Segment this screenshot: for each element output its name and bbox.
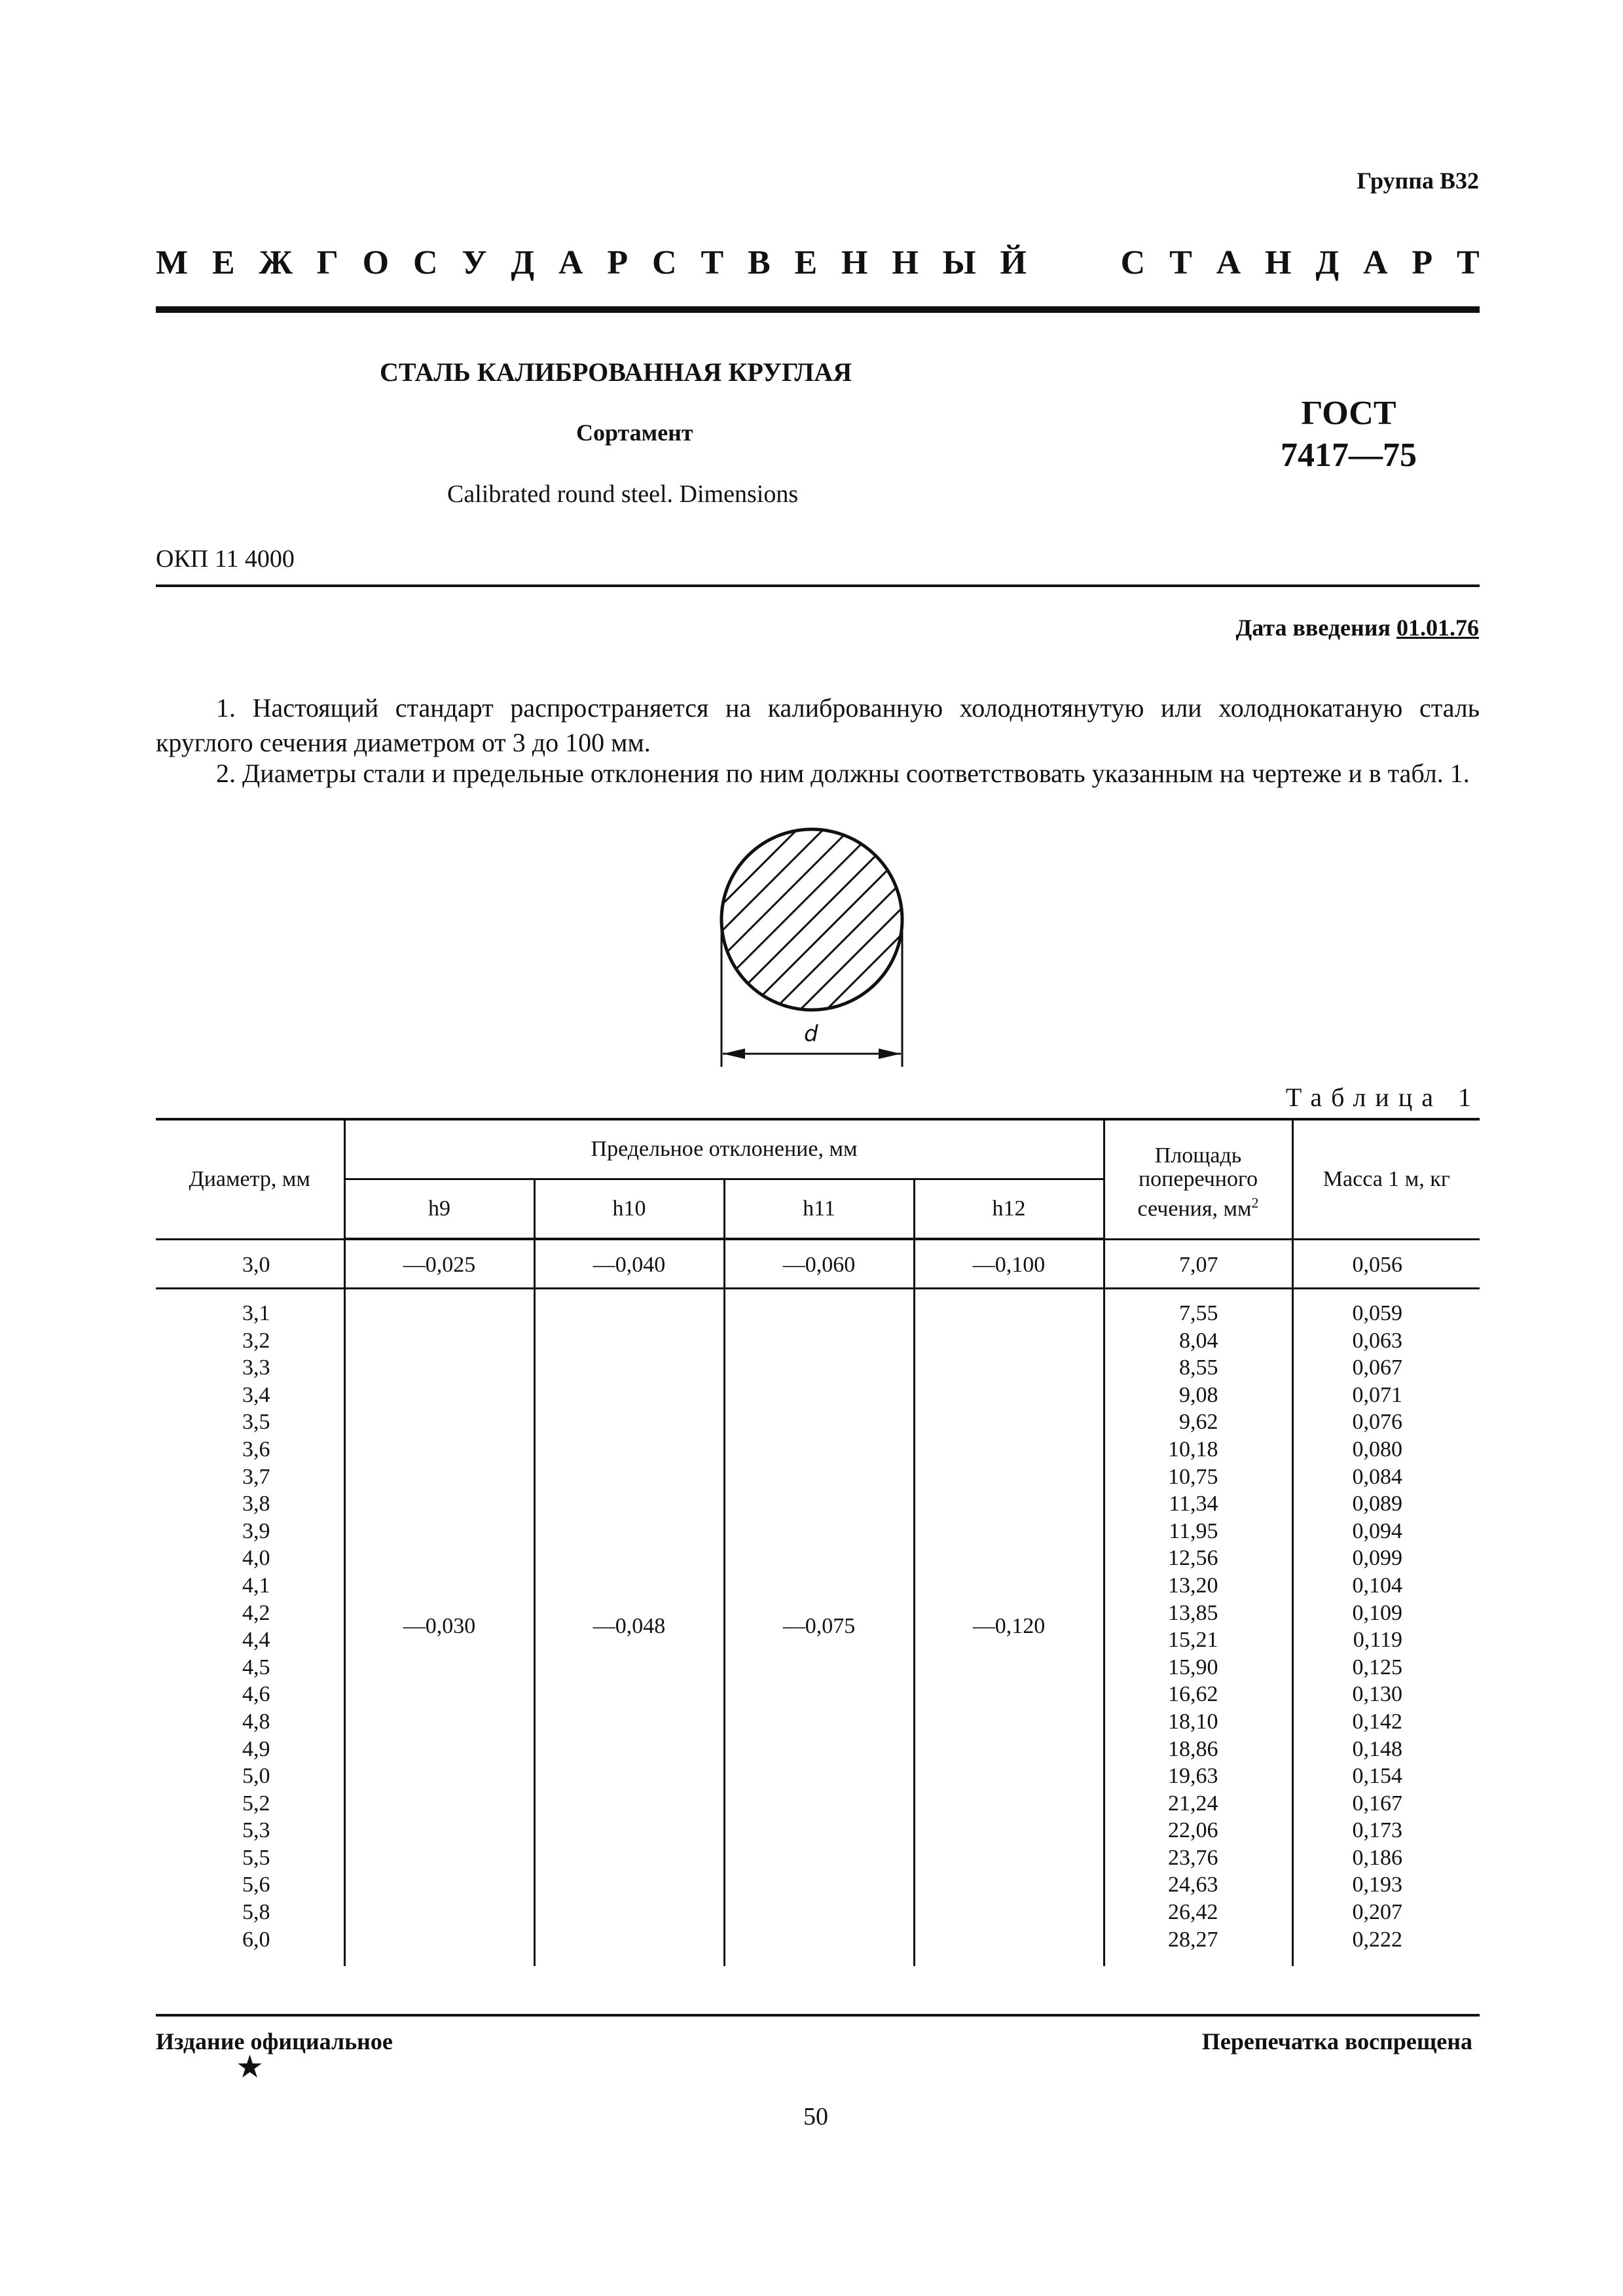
- diameter-value: 4,2: [242, 1600, 270, 1625]
- diameter-value: 4,0: [242, 1546, 270, 1571]
- diameter-value: 3,7: [242, 1464, 270, 1489]
- diameter-value: 4,8: [242, 1709, 270, 1734]
- mass-value: 0,222: [1352, 1927, 1403, 1952]
- area-value: 11,95: [1169, 1518, 1218, 1543]
- table-row-group: [156, 1289, 1480, 1967]
- area-value: 18,10: [1168, 1709, 1218, 1734]
- official-edition: Издание официальное: [156, 2028, 393, 2054]
- heading-letter: Р: [607, 244, 629, 281]
- diameter-value: 5,8: [242, 1900, 270, 1925]
- heading-letter: Т: [1456, 244, 1480, 281]
- mass-value: 0,154: [1352, 1764, 1403, 1789]
- heading-letter: Е: [211, 244, 235, 281]
- area-value: 7,55: [1179, 1301, 1218, 1325]
- cell-h11: —0,060: [724, 1243, 914, 1289]
- okp-code: ОКП 11 4000: [156, 545, 295, 573]
- area-value: 15,21: [1168, 1628, 1218, 1653]
- area-value: 9,08: [1179, 1382, 1218, 1407]
- mass-value: 0,084: [1352, 1464, 1403, 1489]
- cell-h12: —0,100: [914, 1243, 1104, 1289]
- english-title: Calibrated round steel. Dimensions: [447, 480, 799, 508]
- dimensions-table: [156, 1118, 1480, 1966]
- paragraph-1-number: 1.: [216, 693, 236, 723]
- header-h12: h12: [914, 1179, 1104, 1240]
- mass-value: 0,130: [1352, 1682, 1403, 1707]
- gost-label-line1: ГОСТ: [1301, 395, 1396, 432]
- area-value: 9,62: [1179, 1410, 1218, 1435]
- header-mass: Масса 1 м, кг: [1292, 1119, 1480, 1239]
- area-value: 22,06: [1168, 1818, 1218, 1843]
- footer-rule: [156, 2014, 1480, 2017]
- area-value: 28,27: [1168, 1927, 1218, 1952]
- mass-value: 0,076: [1352, 1410, 1403, 1435]
- area-value: 12,56: [1168, 1546, 1218, 1571]
- diameter-value: 3,4: [242, 1382, 270, 1407]
- heading-letter: А: [1216, 244, 1241, 281]
- mass-value: 0,109: [1352, 1600, 1403, 1625]
- heading-letter: Д: [511, 244, 535, 281]
- heading-letter: У: [462, 244, 487, 281]
- heading-letter: Т: [1169, 244, 1192, 281]
- group-h10: —0,048: [534, 1289, 724, 1967]
- diameter-value: 5,5: [242, 1845, 270, 1870]
- diameter-value: 4,9: [242, 1736, 270, 1761]
- area-value: 15,90: [1168, 1655, 1218, 1679]
- area-value: 16,62: [1168, 1682, 1218, 1707]
- heading-letter: Й: [1000, 244, 1027, 281]
- heading-letter: О: [362, 244, 390, 281]
- interstate-standard-heading: [156, 243, 1480, 282]
- mass-value: 0,059: [1352, 1301, 1403, 1325]
- area-value: 8,55: [1179, 1355, 1218, 1380]
- group-code: Группа В32: [1357, 168, 1479, 194]
- mass-value: 0,099: [1352, 1546, 1403, 1571]
- area-value: 10,18: [1168, 1437, 1218, 1462]
- diameter-value: 3,3: [242, 1355, 270, 1380]
- diameter-value: 3,9: [242, 1518, 270, 1543]
- document-subtitle: Сортамент: [576, 420, 693, 446]
- diameter-value: 3,2: [242, 1328, 270, 1353]
- diameter-value: 4,4: [242, 1628, 270, 1653]
- heading-letter: В: [747, 244, 771, 281]
- mass-value: 0,080: [1352, 1437, 1403, 1462]
- area-value: 13,85: [1168, 1600, 1218, 1625]
- mass-value: 0,119: [1353, 1628, 1403, 1653]
- cell-mass: 0,056: [1292, 1243, 1480, 1289]
- gost-number: [1237, 393, 1460, 476]
- mass-value: 0,089: [1352, 1492, 1403, 1516]
- introduction-date: [1236, 614, 1480, 641]
- group-h11: —0,075: [724, 1289, 914, 1967]
- cell-diameter: 3,0: [156, 1243, 344, 1289]
- diameter-value: 5,6: [242, 1873, 270, 1897]
- table-row: [156, 1243, 1480, 1289]
- area-value: 21,24: [1168, 1791, 1218, 1816]
- diameter-value: 4,6: [242, 1682, 270, 1707]
- heading-letter: Е: [794, 244, 818, 281]
- area-value: 23,76: [1168, 1845, 1218, 1870]
- star-icon: ★: [236, 2050, 264, 2085]
- heading-letter: А: [1362, 244, 1388, 281]
- header-h10: h10: [534, 1179, 724, 1240]
- header-h11: h11: [724, 1179, 914, 1240]
- dimension-label: d: [804, 1021, 818, 1047]
- header-diameter: Диаметр, мм: [156, 1119, 344, 1239]
- reprint-notice: Перепечатка воспрещена: [1201, 2028, 1472, 2054]
- group-h9: —0,030: [344, 1289, 534, 1967]
- mass-value: 0,094: [1352, 1518, 1403, 1543]
- diameter-value: 5,0: [242, 1764, 270, 1789]
- cross-section-drawing: [707, 815, 917, 1070]
- mass-column: [1292, 1289, 1480, 1967]
- document-title: СТАЛЬ КАЛИБРОВАННАЯ КРУГЛАЯ: [380, 357, 852, 387]
- header-thin-rule: [156, 584, 1480, 587]
- area-column: [1104, 1289, 1292, 1967]
- arrow-right-icon: [879, 1049, 901, 1059]
- cell-area: 7,07: [1104, 1243, 1292, 1289]
- area-value: 13,20: [1168, 1573, 1218, 1598]
- diameter-value: 6,0: [242, 1927, 270, 1952]
- header-thick-rule: [156, 306, 1480, 313]
- area-value: 24,63: [1168, 1873, 1218, 1897]
- diameter-value: 5,2: [242, 1791, 270, 1816]
- heading-letter: М: [156, 244, 189, 281]
- heading-letter: Н: [892, 244, 919, 281]
- heading-letter: Т: [701, 244, 724, 281]
- arrow-left-icon: [723, 1049, 745, 1059]
- area-value: 18,86: [1168, 1736, 1218, 1761]
- area-value: 26,42: [1168, 1900, 1218, 1925]
- header-h9: h9: [344, 1179, 534, 1240]
- diameter-value: 3,6: [242, 1437, 270, 1462]
- heading-letter: Р: [1412, 244, 1433, 281]
- heading-letter: Г: [316, 244, 338, 281]
- heading-letter: Ж: [259, 244, 293, 281]
- area-value: 19,63: [1168, 1764, 1218, 1789]
- mass-value: 0,148: [1352, 1736, 1403, 1761]
- heading-letter: Ы: [942, 244, 976, 281]
- area-value: 8,04: [1179, 1328, 1218, 1353]
- diameter-value: 4,1: [242, 1573, 270, 1598]
- mass-value: 0,207: [1352, 1900, 1403, 1925]
- heading-letter: А: [558, 244, 583, 281]
- mass-value: 0,193: [1352, 1873, 1403, 1897]
- mass-value: 0,125: [1352, 1655, 1403, 1679]
- paragraph-1-text: Настоящий стандарт распространяется на калиброванную холоднотянутую или холоднокатаную сталь круглого сечения диаметром от 3 до 100 мм.: [156, 693, 1480, 757]
- mass-value: 0,167: [1352, 1791, 1403, 1816]
- header-area: Площадь поперечного сечения, $мм^2$: [1104, 1119, 1292, 1239]
- diameter-value: 3,1: [242, 1301, 270, 1325]
- diameter-column: [156, 1289, 344, 1967]
- area-value: 11,34: [1169, 1492, 1218, 1516]
- cell-h9: —0,025: [344, 1243, 534, 1289]
- paragraph-1: [156, 691, 1480, 760]
- hatching: [707, 815, 917, 1024]
- mass-value: 0,104: [1352, 1573, 1403, 1598]
- mass-value: 0,063: [1352, 1328, 1403, 1353]
- paragraph-2-number: 2.: [216, 759, 236, 788]
- mass-value: 0,173: [1352, 1818, 1403, 1843]
- diameter-value: 3,8: [242, 1492, 270, 1516]
- mass-value: 0,142: [1352, 1709, 1403, 1734]
- diameter-value: 3,5: [242, 1410, 270, 1435]
- table: [156, 1118, 1480, 1966]
- mass-value: 0,186: [1352, 1845, 1403, 1870]
- paragraph-2-text: Диаметры стали и предельные отклонения по ним должны соответствовать указанным на чертеже и в табл. 1.: [242, 759, 1470, 788]
- heading-letter: Д: [1315, 244, 1340, 281]
- header-deviation: Предельное отклонение, мм: [344, 1119, 1104, 1179]
- diameter-value: 5,3: [242, 1818, 270, 1843]
- table-caption: Таблица 1: [1285, 1083, 1480, 1112]
- group-h12: —0,120: [914, 1289, 1104, 1967]
- heading-letter: С: [652, 244, 677, 281]
- heading-word-gap: [1051, 243, 1097, 282]
- mass-value: 0,067: [1352, 1355, 1403, 1380]
- intro-date-value: 01.01.76: [1396, 615, 1479, 641]
- heading-letter: С: [1120, 244, 1146, 281]
- intro-date-label: Дата введения: [1235, 615, 1391, 641]
- diameter-value: 4,5: [242, 1655, 270, 1679]
- heading-letter: Н: [1265, 244, 1292, 281]
- area-value: 10,75: [1168, 1464, 1218, 1489]
- heading-letter: Н: [841, 244, 868, 281]
- paragraph-2: [156, 756, 1480, 791]
- heading-letter: С: [412, 244, 438, 281]
- page-number: 50: [803, 2103, 828, 2130]
- cell-h10: —0,040: [534, 1243, 724, 1289]
- mass-value: 0,071: [1352, 1382, 1403, 1407]
- gost-label-line2: 7417—75: [1281, 437, 1417, 474]
